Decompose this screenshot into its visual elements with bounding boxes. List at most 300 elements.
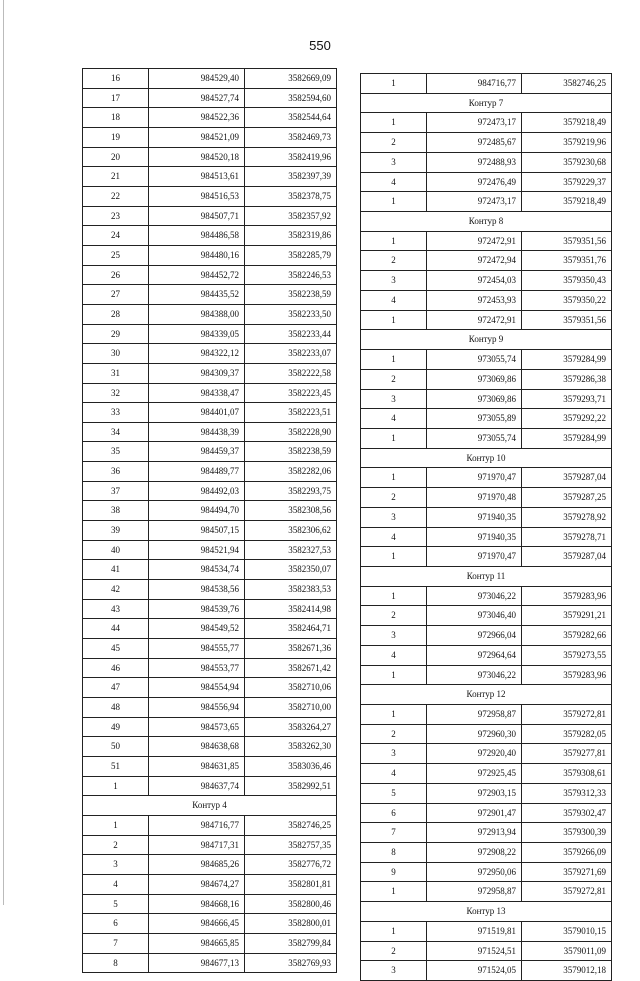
table-row (83, 599, 337, 619)
y-coordinate: 3579287,25 (522, 488, 612, 508)
table-row (361, 468, 612, 488)
table-row (83, 304, 337, 324)
point-number: 1 (361, 547, 427, 567)
table-row (361, 231, 612, 251)
point-number: 3 (83, 855, 149, 875)
x-coordinate: 984522,36 (149, 108, 245, 128)
table-row (83, 933, 337, 953)
table-row (361, 350, 612, 370)
point-number: 30 (83, 344, 149, 364)
x-coordinate: 984388,00 (149, 304, 245, 324)
point-number: 2 (361, 941, 427, 961)
y-coordinate: 3579300,39 (522, 823, 612, 843)
table-row (361, 724, 612, 744)
point-number: 38 (83, 501, 149, 521)
table-row (361, 882, 612, 902)
x-coordinate: 972958,87 (427, 882, 522, 902)
x-coordinate: 984638,68 (149, 737, 245, 757)
point-number: 2 (361, 724, 427, 744)
y-coordinate: 3582746,25 (522, 74, 612, 94)
y-coordinate: 3582800,01 (245, 914, 337, 934)
y-coordinate: 3579284,99 (522, 428, 612, 448)
y-coordinate: 3583036,46 (245, 756, 337, 776)
y-coordinate: 3582350,07 (245, 560, 337, 580)
table-row (361, 843, 612, 863)
y-coordinate: 3582671,36 (245, 639, 337, 659)
x-coordinate: 972903,15 (427, 783, 522, 803)
y-coordinate: 3582238,59 (245, 442, 337, 462)
x-coordinate: 984507,15 (149, 521, 245, 541)
x-coordinate: 984685,26 (149, 855, 245, 875)
contour-header-row (361, 93, 612, 113)
point-number: 34 (83, 422, 149, 442)
y-coordinate: 3582776,72 (245, 855, 337, 875)
table-row (361, 586, 612, 606)
y-coordinate: 3582801,81 (245, 874, 337, 894)
y-coordinate: 3583262,30 (245, 737, 337, 757)
x-coordinate: 984677,13 (149, 953, 245, 973)
table-row (361, 389, 612, 409)
y-coordinate: 3579278,71 (522, 527, 612, 547)
x-coordinate: 984521,09 (149, 127, 245, 147)
x-coordinate: 972454,03 (427, 271, 522, 291)
table-row (361, 921, 612, 941)
contour-header-row (83, 796, 337, 816)
point-number: 51 (83, 756, 149, 776)
table-row (361, 133, 612, 153)
y-coordinate: 3579286,38 (522, 369, 612, 389)
point-number: 48 (83, 698, 149, 718)
y-coordinate: 3582397,39 (245, 167, 337, 187)
x-coordinate: 984529,40 (149, 69, 245, 89)
y-coordinate: 3582378,75 (245, 186, 337, 206)
table-row (83, 363, 337, 383)
x-coordinate: 973055,89 (427, 409, 522, 429)
point-number: 39 (83, 521, 149, 541)
y-coordinate: 3582327,53 (245, 540, 337, 560)
x-coordinate: 984459,37 (149, 442, 245, 462)
x-coordinate: 984339,05 (149, 324, 245, 344)
point-number: 5 (83, 894, 149, 914)
y-coordinate: 3582746,25 (245, 815, 337, 835)
table-row (83, 835, 337, 855)
scan-edge-line (3, 0, 4, 905)
contour-header: Контур 13 (361, 902, 612, 922)
point-number: 33 (83, 403, 149, 423)
table-row (83, 776, 337, 796)
table-row (361, 113, 612, 133)
table-row (83, 403, 337, 423)
point-number: 3 (361, 389, 427, 409)
table-row (361, 74, 612, 94)
x-coordinate: 972473,17 (427, 192, 522, 212)
y-coordinate: 3582357,92 (245, 206, 337, 226)
y-coordinate: 3582414,98 (245, 599, 337, 619)
table-row (83, 639, 337, 659)
point-number: 3 (361, 626, 427, 646)
x-coordinate: 984401,07 (149, 403, 245, 423)
x-coordinate: 972958,87 (427, 705, 522, 725)
table-row (83, 521, 337, 541)
contour-header: Контур 9 (361, 330, 612, 350)
point-number: 7 (361, 823, 427, 843)
point-number: 43 (83, 599, 149, 619)
table-row (361, 488, 612, 508)
point-number: 27 (83, 285, 149, 305)
y-coordinate: 3582469,73 (245, 127, 337, 147)
y-coordinate: 3579284,99 (522, 350, 612, 370)
x-coordinate: 984549,52 (149, 619, 245, 639)
x-coordinate: 984555,77 (149, 639, 245, 659)
point-number: 22 (83, 186, 149, 206)
y-coordinate: 3582383,53 (245, 580, 337, 600)
table-row (83, 108, 337, 128)
point-number: 3 (361, 507, 427, 527)
y-coordinate: 3582233,50 (245, 304, 337, 324)
y-coordinate: 3579230,68 (522, 152, 612, 172)
table-row (83, 265, 337, 285)
x-coordinate: 984520,18 (149, 147, 245, 167)
x-coordinate: 971940,35 (427, 507, 522, 527)
table-row (83, 619, 337, 639)
point-number: 6 (83, 914, 149, 934)
x-coordinate: 972913,94 (427, 823, 522, 843)
point-number: 1 (361, 921, 427, 941)
y-coordinate: 3582319,86 (245, 226, 337, 246)
table-row (83, 658, 337, 678)
table-row (83, 580, 337, 600)
point-number: 25 (83, 245, 149, 265)
table-row (83, 501, 337, 521)
table-row (361, 310, 612, 330)
y-coordinate: 3582671,42 (245, 658, 337, 678)
x-coordinate: 973046,22 (427, 665, 522, 685)
x-coordinate: 984521,94 (149, 540, 245, 560)
y-coordinate: 3582669,09 (245, 69, 337, 89)
point-number: 49 (83, 717, 149, 737)
y-coordinate: 3579312,33 (522, 783, 612, 803)
point-number: 4 (361, 290, 427, 310)
x-coordinate: 971970,48 (427, 488, 522, 508)
table-row (83, 147, 337, 167)
table-row (83, 167, 337, 187)
y-coordinate: 3582222,58 (245, 363, 337, 383)
x-coordinate: 984492,03 (149, 481, 245, 501)
x-coordinate: 984480,16 (149, 245, 245, 265)
x-coordinate: 984513,61 (149, 167, 245, 187)
point-number: 37 (83, 481, 149, 501)
y-coordinate: 3579350,22 (522, 290, 612, 310)
point-number: 50 (83, 737, 149, 757)
y-coordinate: 3582710,00 (245, 698, 337, 718)
y-coordinate: 3579291,21 (522, 606, 612, 626)
x-coordinate: 972453,93 (427, 290, 522, 310)
point-number: 17 (83, 88, 149, 108)
x-coordinate: 973046,40 (427, 606, 522, 626)
table-row (361, 527, 612, 547)
y-coordinate: 3582544,64 (245, 108, 337, 128)
x-coordinate: 973069,86 (427, 369, 522, 389)
point-number: 1 (361, 74, 427, 94)
x-coordinate: 972964,64 (427, 645, 522, 665)
x-coordinate: 972950,06 (427, 862, 522, 882)
y-coordinate: 3582464,71 (245, 619, 337, 639)
y-coordinate: 3582246,53 (245, 265, 337, 285)
table-row (83, 894, 337, 914)
y-coordinate: 3579282,05 (522, 724, 612, 744)
table-row (361, 409, 612, 429)
table-row (361, 941, 612, 961)
point-number: 3 (361, 152, 427, 172)
y-coordinate: 3579308,61 (522, 764, 612, 784)
page-number: 550 (309, 38, 331, 53)
table-row (361, 764, 612, 784)
table-row (83, 481, 337, 501)
x-coordinate: 984553,77 (149, 658, 245, 678)
table-row (83, 874, 337, 894)
x-coordinate: 984668,16 (149, 894, 245, 914)
table-row (83, 717, 337, 737)
table-row (83, 678, 337, 698)
x-coordinate: 984338,47 (149, 383, 245, 403)
table-row (361, 428, 612, 448)
y-coordinate: 3582238,59 (245, 285, 337, 305)
table-row (361, 290, 612, 310)
coordinates-table-right (360, 73, 612, 981)
x-coordinate: 971524,05 (427, 961, 522, 981)
x-coordinate: 971524,51 (427, 941, 522, 961)
point-number: 4 (361, 764, 427, 784)
x-coordinate: 972476,49 (427, 172, 522, 192)
x-coordinate: 984516,53 (149, 186, 245, 206)
point-number: 41 (83, 560, 149, 580)
point-number: 1 (361, 310, 427, 330)
y-coordinate: 3579283,96 (522, 586, 612, 606)
y-coordinate: 3579351,56 (522, 310, 612, 330)
x-coordinate: 984452,72 (149, 265, 245, 285)
point-number: 45 (83, 639, 149, 659)
y-coordinate: 3583264,27 (245, 717, 337, 737)
y-coordinate: 3582800,46 (245, 894, 337, 914)
y-coordinate: 3579282,66 (522, 626, 612, 646)
point-number: 2 (361, 251, 427, 271)
point-number: 36 (83, 462, 149, 482)
x-coordinate: 984539,76 (149, 599, 245, 619)
y-coordinate: 3582233,44 (245, 324, 337, 344)
x-coordinate: 984573,65 (149, 717, 245, 737)
point-number: 20 (83, 147, 149, 167)
contour-header: Контур 11 (361, 566, 612, 586)
point-number: 3 (361, 744, 427, 764)
table-row (83, 815, 337, 835)
point-number: 32 (83, 383, 149, 403)
y-coordinate: 3579218,49 (522, 192, 612, 212)
x-coordinate: 972925,45 (427, 764, 522, 784)
y-coordinate: 3582419,96 (245, 147, 337, 167)
point-number: 8 (83, 953, 149, 973)
x-coordinate: 984534,74 (149, 560, 245, 580)
contour-header: Контур 8 (361, 212, 612, 232)
y-coordinate: 3579283,96 (522, 665, 612, 685)
x-coordinate: 972920,40 (427, 744, 522, 764)
x-coordinate: 984556,94 (149, 698, 245, 718)
x-coordinate: 984507,71 (149, 206, 245, 226)
table-row (83, 422, 337, 442)
point-number: 29 (83, 324, 149, 344)
table-row (83, 698, 337, 718)
point-number: 1 (361, 665, 427, 685)
y-coordinate: 3582992,51 (245, 776, 337, 796)
y-coordinate: 3579302,47 (522, 803, 612, 823)
point-number: 18 (83, 108, 149, 128)
y-coordinate: 3582306,62 (245, 521, 337, 541)
x-coordinate: 973055,74 (427, 350, 522, 370)
y-coordinate: 3582293,75 (245, 481, 337, 501)
table-row (361, 152, 612, 172)
point-number: 35 (83, 442, 149, 462)
x-coordinate: 972472,91 (427, 231, 522, 251)
x-coordinate: 984665,85 (149, 933, 245, 953)
y-coordinate: 3582710,06 (245, 678, 337, 698)
point-number: 31 (83, 363, 149, 383)
table-row (361, 369, 612, 389)
x-coordinate: 972488,93 (427, 152, 522, 172)
y-coordinate: 3579272,81 (522, 882, 612, 902)
point-number: 8 (361, 843, 427, 863)
table-row (361, 507, 612, 527)
y-coordinate: 3582228,90 (245, 422, 337, 442)
y-coordinate: 3579218,49 (522, 113, 612, 133)
y-coordinate: 3582308,56 (245, 501, 337, 521)
table-row (83, 540, 337, 560)
point-number: 40 (83, 540, 149, 560)
y-coordinate: 3579351,76 (522, 251, 612, 271)
y-coordinate: 3579277,81 (522, 744, 612, 764)
point-number: 24 (83, 226, 149, 246)
x-coordinate: 984309,37 (149, 363, 245, 383)
y-coordinate: 3582769,93 (245, 953, 337, 973)
x-coordinate: 984674,27 (149, 874, 245, 894)
point-number: 2 (361, 606, 427, 626)
y-coordinate: 3582285,79 (245, 245, 337, 265)
table-row (83, 914, 337, 934)
point-number: 1 (361, 468, 427, 488)
contour-header-row (361, 566, 612, 586)
point-number: 3 (361, 961, 427, 981)
point-number: 1 (361, 705, 427, 725)
contour-header-row (361, 448, 612, 468)
x-coordinate: 984716,77 (149, 815, 245, 835)
x-coordinate: 972901,47 (427, 803, 522, 823)
y-coordinate: 3579287,04 (522, 468, 612, 488)
point-number: 1 (83, 815, 149, 835)
table-row (361, 665, 612, 685)
point-number: 26 (83, 265, 149, 285)
table-row (83, 69, 337, 89)
table-row (361, 803, 612, 823)
x-coordinate: 973069,86 (427, 389, 522, 409)
table-row (83, 737, 337, 757)
table-row (361, 862, 612, 882)
table-row (361, 783, 612, 803)
point-number: 44 (83, 619, 149, 639)
x-coordinate: 972485,67 (427, 133, 522, 153)
x-coordinate: 973046,22 (427, 586, 522, 606)
x-coordinate: 984322,12 (149, 344, 245, 364)
x-coordinate: 984637,74 (149, 776, 245, 796)
y-coordinate: 3579278,92 (522, 507, 612, 527)
x-coordinate: 984494,70 (149, 501, 245, 521)
y-coordinate: 3582223,45 (245, 383, 337, 403)
table-row (83, 186, 337, 206)
contour-header: Контур 4 (83, 796, 337, 816)
table-row (83, 756, 337, 776)
point-number: 21 (83, 167, 149, 187)
x-coordinate: 971519,81 (427, 921, 522, 941)
point-number: 1 (361, 113, 427, 133)
point-number: 46 (83, 658, 149, 678)
table-row (83, 442, 337, 462)
y-coordinate: 3579293,71 (522, 389, 612, 409)
point-number: 16 (83, 69, 149, 89)
table-row (83, 462, 337, 482)
x-coordinate: 984438,39 (149, 422, 245, 442)
point-number: 4 (361, 172, 427, 192)
table-row (83, 560, 337, 580)
contour-header-row (361, 330, 612, 350)
point-number: 2 (83, 835, 149, 855)
point-number: 42 (83, 580, 149, 600)
point-number: 19 (83, 127, 149, 147)
x-coordinate: 973055,74 (427, 428, 522, 448)
y-coordinate: 3582223,51 (245, 403, 337, 423)
x-coordinate: 972908,22 (427, 843, 522, 863)
y-coordinate: 3579011,09 (522, 941, 612, 961)
point-number: 2 (361, 369, 427, 389)
y-coordinate: 3579266,09 (522, 843, 612, 863)
point-number: 9 (361, 862, 427, 882)
y-coordinate: 3582757,35 (245, 835, 337, 855)
point-number: 2 (361, 488, 427, 508)
y-coordinate: 3582282,06 (245, 462, 337, 482)
y-coordinate: 3579229,37 (522, 172, 612, 192)
y-coordinate: 3582799,84 (245, 933, 337, 953)
x-coordinate: 984554,94 (149, 678, 245, 698)
x-coordinate: 984666,45 (149, 914, 245, 934)
table-row (83, 344, 337, 364)
contour-header-row (361, 212, 612, 232)
table-row (83, 206, 337, 226)
x-coordinate: 984486,58 (149, 226, 245, 246)
table-row (83, 127, 337, 147)
table-row (83, 285, 337, 305)
point-number: 3 (361, 271, 427, 291)
point-number: 1 (361, 192, 427, 212)
coordinates-table-left (82, 68, 337, 973)
y-coordinate: 3582233,07 (245, 344, 337, 364)
table-row (361, 744, 612, 764)
point-number: 5 (361, 783, 427, 803)
point-number: 23 (83, 206, 149, 226)
y-coordinate: 3579010,15 (522, 921, 612, 941)
table-row (361, 547, 612, 567)
point-number: 2 (361, 133, 427, 153)
point-number: 1 (361, 586, 427, 606)
point-number: 28 (83, 304, 149, 324)
table-row (83, 324, 337, 344)
table-row (83, 383, 337, 403)
y-coordinate: 3579287,04 (522, 547, 612, 567)
